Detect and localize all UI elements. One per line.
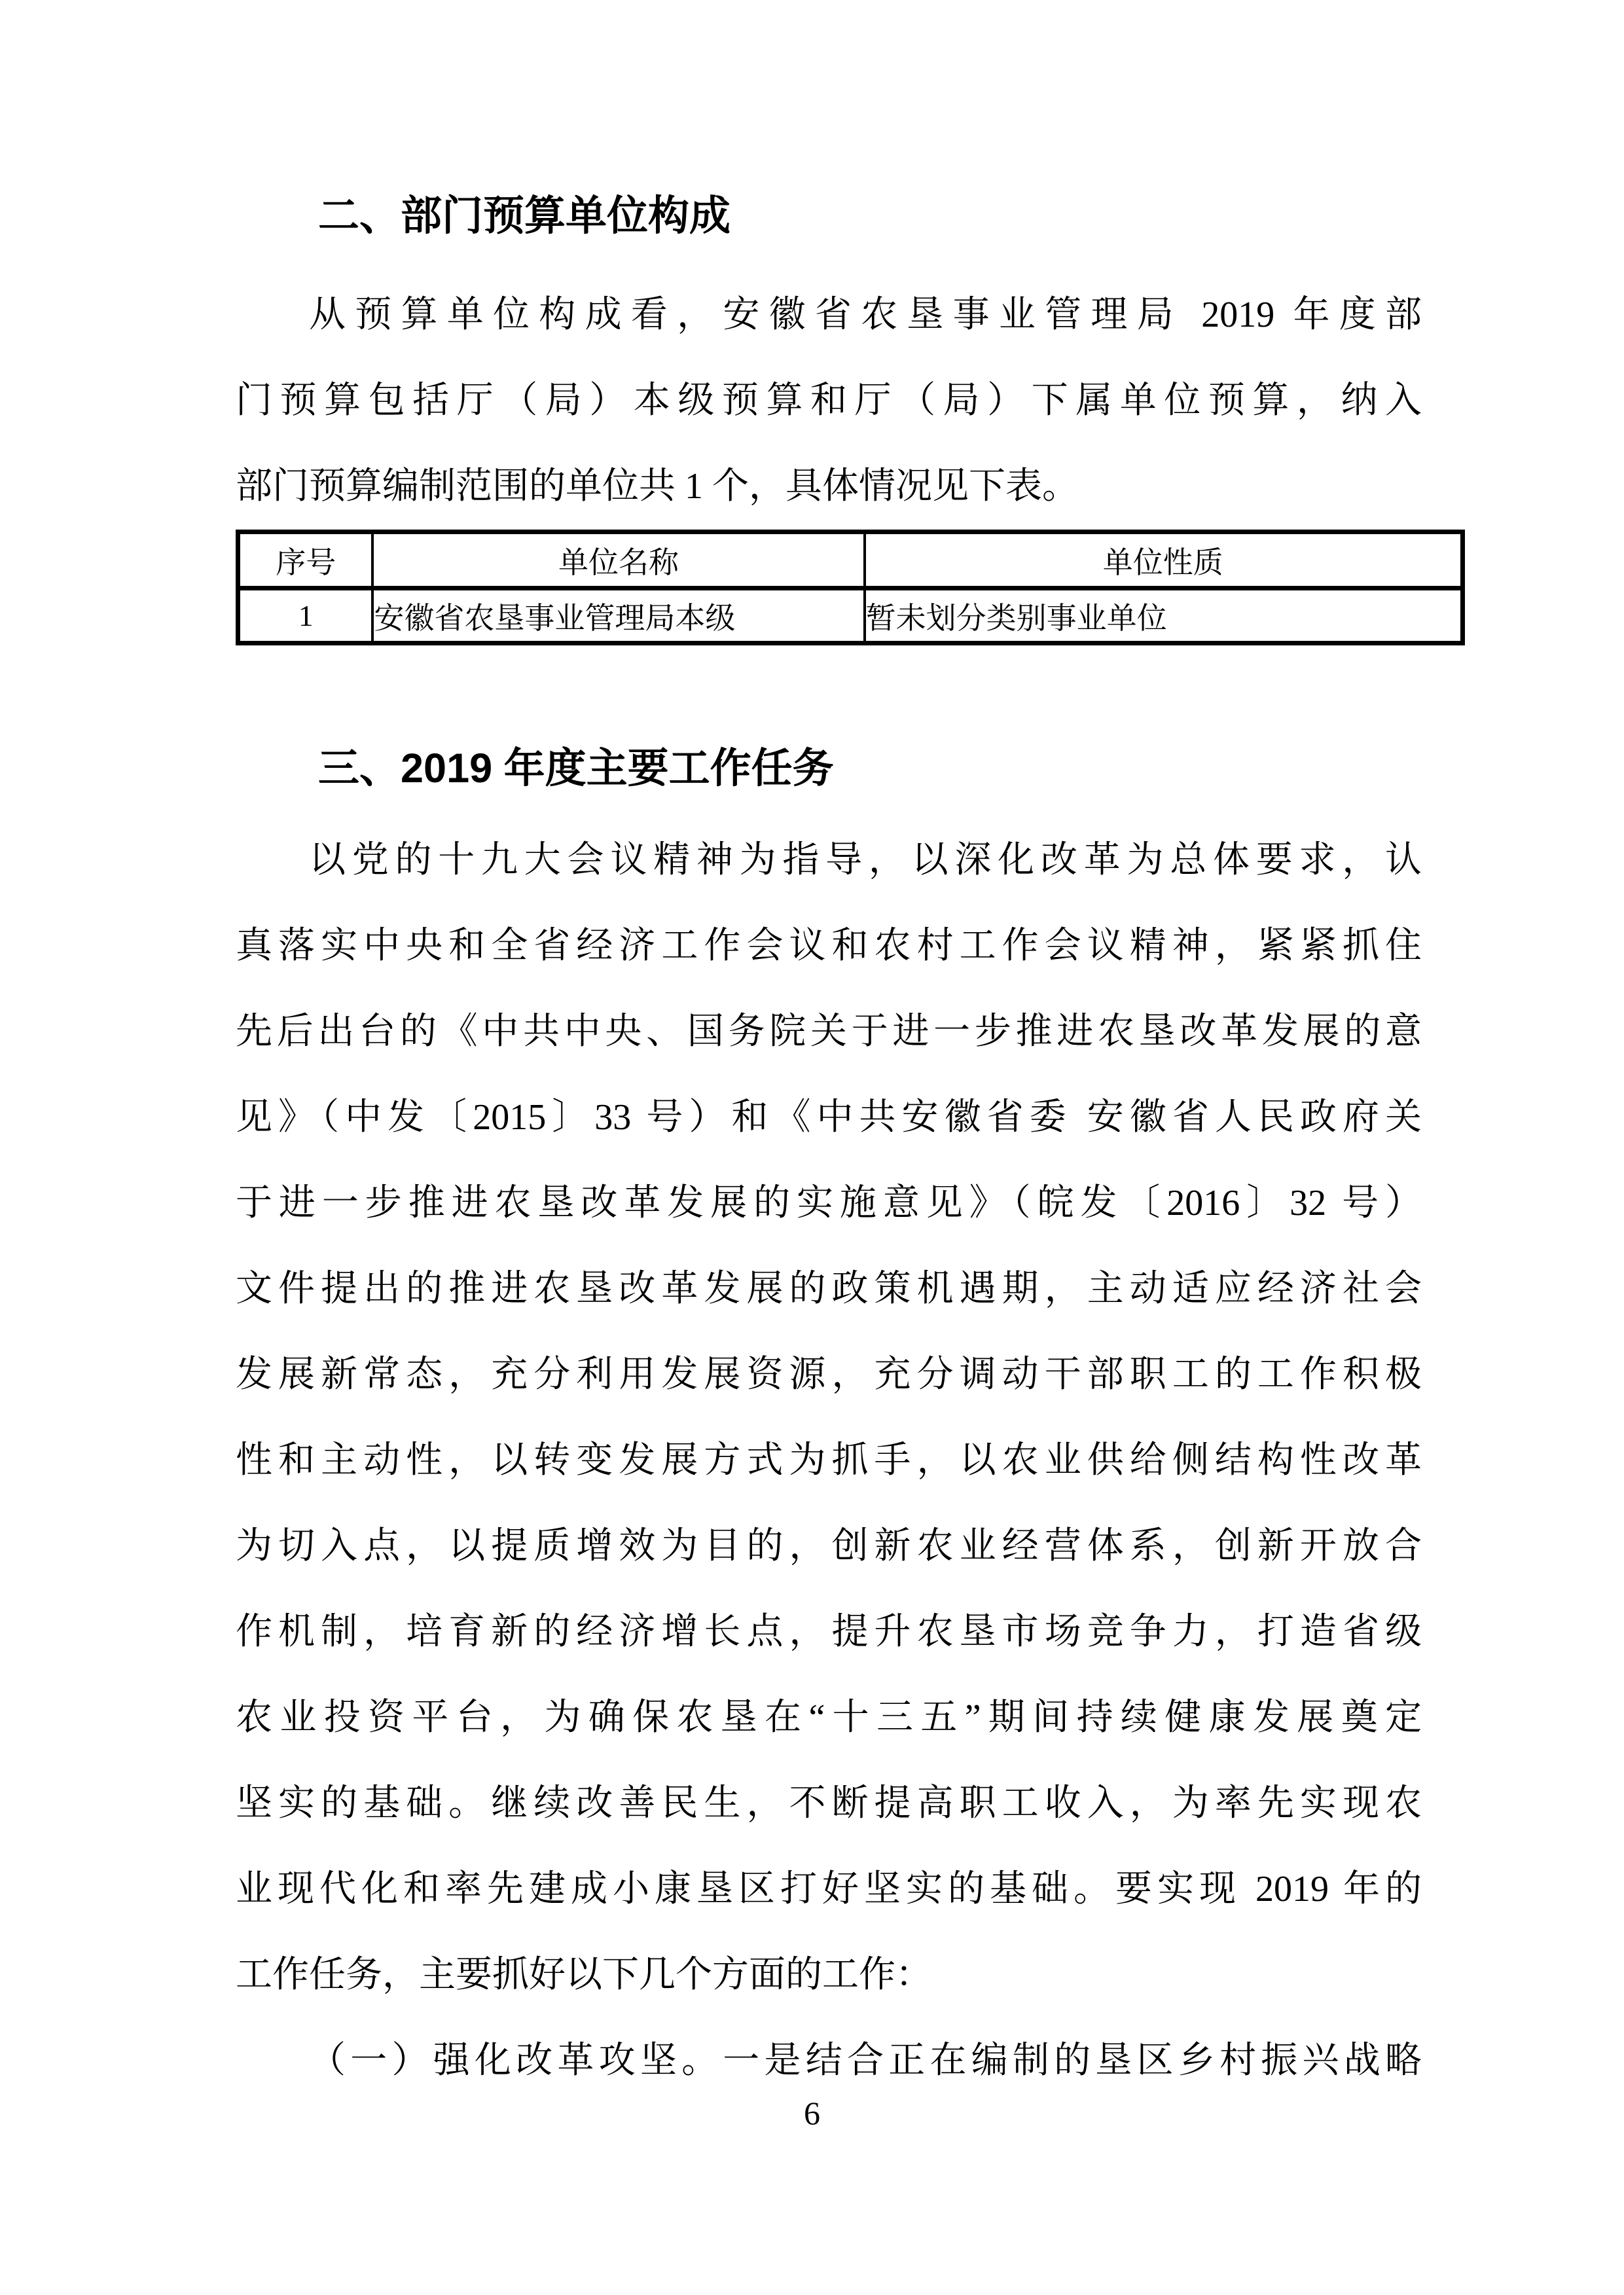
paragraph-line: 以党的十九大会议精神为指导，以深化改革为总体要求，认 [309,840,1422,880]
paragraph-line: 先后出台的《中共中央、国务院关于进一步推进农垦改革发展的意 [236,1011,1422,1052]
cell-unit-type: 暂未划分类别事业单位 [865,588,1463,643]
paragraph-line: 部门预算编制范围的单位共 1 个，具体情况见下表。 [236,466,1079,507]
paragraph-line: （一）强化改革攻坚。一是结合正在编制的垦区乡村振兴战略 [309,2040,1422,2081]
paragraph-line: 业现代化和率先建成小康垦区打好坚实的基础。要实现 2019 年的 [236,1869,1422,1909]
paragraph-line: 为切入点，以提质增效为目的，创新农业经营体系，创新开放合 [236,1526,1422,1566]
document-content [236,0,1422,2104]
column-header-serial: 序号 [238,532,373,588]
cell-unit-name: 安徽省农垦事业管理局本级 [372,588,864,643]
cell-serial: 1 [238,588,373,643]
budget-units-table [236,530,1465,645]
paragraph-line: 性和主动性，以转变发展方式为抓手，以农业供给侧结构性改革 [236,1440,1422,1481]
section-3-paragraph [236,818,1422,2104]
paragraph-line: 农业投资平台，为确保农垦在“十三五”期间持续健康发展奠定 [236,1697,1422,1738]
paragraph-line: 真落实中央和全省经济工作会议和农村工作会议精神，紧紧抓住 [236,926,1422,966]
paragraph-line: 坚实的基础。继续改善民生，不断提高职工收入，为率先实现农 [236,1783,1422,1824]
paragraph-line: 文件提出的推进农垦改革发展的政策机遇期，主动适应经济社会 [236,1269,1422,1309]
paragraph-line: 见》（中发〔2015〕33 号）和《中共安徽省委 安徽省人民政府关 [236,1097,1422,1138]
paragraph-line: 于进一步推进农垦改革发展的实施意见》（皖发〔2016〕32 号） [236,1183,1422,1223]
table-row [238,588,1463,643]
paragraph-line: 门预算包括厅（局）本级预算和厅（局）下属单位预算，纳入 [236,380,1422,421]
paragraph-line: 从预算单位构成看，安徽省农垦事业管理局 2019 年度部 [309,295,1422,335]
paragraph-line: 作机制，培育新的经济增长点，提升农垦市场竞争力，打造省级 [236,1612,1422,1652]
column-header-unit-name: 单位名称 [372,532,864,588]
page-number: 6 [804,2095,820,2131]
paragraph-line: 发展新常态，充分利用发展资源，充分调动干部职工的工作积极 [236,1354,1422,1395]
paragraph-line: 工作任务，主要抓好以下几个方面的工作： [236,1955,932,1995]
section-2-paragraph [236,272,1422,530]
section-2-heading: 二、部门预算单位构成 [318,193,731,239]
column-header-unit-type: 单位性质 [865,532,1463,588]
section-3-heading: 三、2019 年度主要工作任务 [318,746,834,791]
table-header-row [238,532,1463,588]
